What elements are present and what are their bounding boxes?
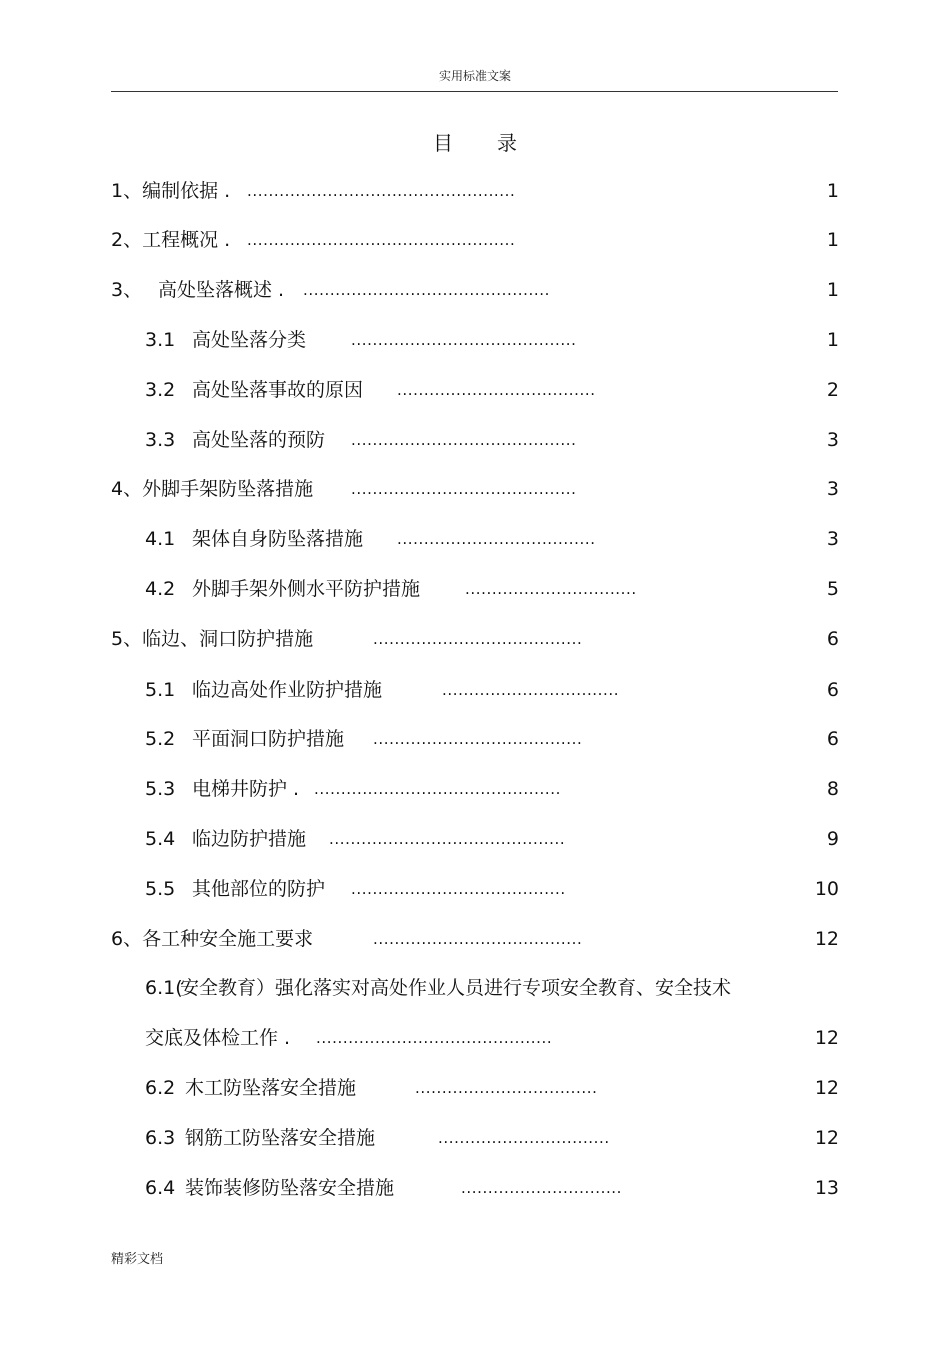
toc-entry-label bbox=[145, 675, 382, 705]
toc-entry-label bbox=[145, 1123, 375, 1153]
toc-entry[interactable] bbox=[0, 1023, 950, 1053]
toc-entry-text: 高处坠落分类 bbox=[192, 329, 307, 351]
toc-entry[interactable] bbox=[0, 824, 950, 854]
toc-page-number: 5 bbox=[826, 578, 839, 600]
toc-entry-label bbox=[111, 176, 230, 206]
toc-entry-text: 编制依据 . bbox=[142, 180, 231, 202]
toc-dot-leader: .................................. bbox=[415, 1079, 598, 1097]
toc-entry-label bbox=[111, 225, 230, 255]
toc-entry-number: 3.2 bbox=[145, 379, 176, 401]
toc-entry-text: 平面洞口防护措施 bbox=[192, 728, 345, 750]
toc-entry-text: 钢筋工防坠落安全措施 bbox=[185, 1127, 376, 1149]
toc-page-number: 3 bbox=[826, 478, 839, 500]
toc-dot-leader: ............................................ bbox=[329, 830, 566, 848]
toc-entry[interactable] bbox=[0, 675, 950, 705]
toc-page-number: 1 bbox=[826, 229, 839, 251]
toc-page-number: 1 bbox=[826, 180, 839, 202]
toc-dot-leader: ....................................... bbox=[373, 730, 583, 748]
toc-entry-label bbox=[145, 325, 306, 355]
toc-entry-text: 工程概况 . bbox=[142, 229, 231, 251]
toc-entry-number: 5.2 bbox=[145, 728, 176, 750]
toc-entry-text: 电梯井防护 . bbox=[192, 778, 300, 800]
toc-dot-leader: ........................................ bbox=[351, 880, 566, 898]
toc-entry-text: 交底及体检工作 . bbox=[145, 1027, 291, 1049]
toc-entry-text: 临边防护措施 bbox=[192, 828, 307, 850]
toc-entry-text: 各工种安全施工要求 bbox=[142, 928, 314, 950]
toc-entry-text: 架体自身防坠落措施 bbox=[192, 528, 364, 550]
toc-dot-leader: ..................................... bbox=[397, 381, 596, 399]
toc-dot-leader: ................................. bbox=[442, 681, 620, 699]
toc-dot-leader: .......................................... bbox=[351, 480, 577, 498]
toc-entry-number: 6.1( bbox=[145, 977, 183, 999]
toc-page-number: 12 bbox=[814, 928, 839, 950]
toc-entry[interactable] bbox=[0, 924, 950, 954]
toc-entry-text: 高处坠落事故的原因 bbox=[192, 379, 364, 401]
toc-page-number: 6 bbox=[826, 628, 839, 650]
toc-entry-text: 装饰装修防坠落安全措施 bbox=[185, 1177, 395, 1199]
toc-entry[interactable] bbox=[0, 425, 950, 455]
toc-dot-leader: ..................................... bbox=[397, 530, 596, 548]
toc-entry-label bbox=[145, 973, 731, 1003]
header-divider bbox=[111, 91, 838, 92]
toc-entry-label bbox=[145, 1173, 394, 1203]
toc-entry-label bbox=[111, 474, 313, 504]
toc-page-number: 12 bbox=[814, 1077, 839, 1099]
toc-page-number: 1 bbox=[826, 329, 839, 351]
toc-entry-label bbox=[145, 824, 306, 854]
toc-page-number: 13 bbox=[814, 1177, 839, 1199]
toc-entry-text: 外脚手架防坠落措施 bbox=[142, 478, 314, 500]
toc-entry[interactable] bbox=[0, 225, 950, 255]
toc-title bbox=[0, 127, 950, 156]
toc-entry-label bbox=[145, 724, 344, 754]
toc-entry-number: 1、 bbox=[111, 180, 143, 202]
toc-dot-leader: ....................................... bbox=[373, 930, 583, 948]
toc-entry-number: 5.3 bbox=[145, 778, 176, 800]
toc-entry[interactable] bbox=[0, 973, 950, 1003]
toc-entry-label bbox=[111, 275, 284, 305]
toc-entry[interactable] bbox=[0, 474, 950, 504]
toc-entry[interactable] bbox=[0, 1173, 950, 1203]
toc-entry-number: 3、 bbox=[111, 279, 143, 301]
toc-page-number: 2 bbox=[826, 379, 839, 401]
toc-dot-leader: .............................. bbox=[461, 1179, 623, 1197]
toc-entry-label bbox=[145, 425, 325, 455]
toc-page-number: 12 bbox=[814, 1027, 839, 1049]
toc-entry[interactable] bbox=[0, 375, 950, 405]
toc-entry-number: 3.1 bbox=[145, 329, 176, 351]
toc-entry-number: 6.4 bbox=[145, 1177, 176, 1199]
toc-dot-leader: .................................................. bbox=[247, 231, 516, 249]
toc-entry-label bbox=[145, 1073, 356, 1103]
toc-entry-text: 临边高处作业防护措施 bbox=[192, 679, 383, 701]
toc-entry-text: 高处坠落概述 . bbox=[158, 279, 285, 301]
toc-entry[interactable] bbox=[0, 524, 950, 554]
toc-entry-label bbox=[111, 624, 313, 654]
toc-entry[interactable] bbox=[0, 874, 950, 904]
toc-entry-number: 6.2 bbox=[145, 1077, 176, 1099]
toc-page-number: 6 bbox=[826, 679, 839, 701]
toc-dot-leader: .......................................... bbox=[351, 331, 577, 349]
toc-page-number: 3 bbox=[826, 429, 839, 451]
toc-dot-leader: ................................ bbox=[465, 580, 637, 598]
toc-entry[interactable] bbox=[0, 624, 950, 654]
page-footer: 精彩文档 bbox=[111, 1252, 164, 1267]
toc-page-number: 12 bbox=[814, 1127, 839, 1149]
page-header-title: 实用标准文案 bbox=[438, 69, 511, 83]
toc-entry-number: 5.4 bbox=[145, 828, 176, 850]
toc-page-number: 3 bbox=[826, 528, 839, 550]
toc-entry-number: 5、 bbox=[111, 628, 143, 650]
toc-entry[interactable] bbox=[0, 176, 950, 206]
toc-entry-label bbox=[145, 574, 420, 604]
toc-entry-text: 安全教育）强化落实对高处作业人员进行专项安全教育、安全技术 bbox=[180, 977, 732, 999]
toc-entry[interactable] bbox=[0, 275, 950, 305]
toc-page-number: 1 bbox=[826, 279, 839, 301]
toc-entry-label bbox=[145, 1023, 290, 1053]
toc-entry-text: 木工防坠落安全措施 bbox=[185, 1077, 357, 1099]
toc-entry-text: 其他部位的防护 bbox=[192, 878, 326, 900]
toc-entry-label bbox=[145, 874, 325, 904]
toc-entry[interactable] bbox=[0, 774, 950, 804]
toc-entry-number: 2、 bbox=[111, 229, 143, 251]
toc-entry-label bbox=[145, 375, 363, 405]
toc-entry-number: 6.3 bbox=[145, 1127, 176, 1149]
toc-entry-label bbox=[145, 524, 363, 554]
toc-entry-number: 4.1 bbox=[145, 528, 176, 550]
toc-entry-number: 6、 bbox=[111, 928, 143, 950]
toc-entry-text: 高处坠落的预防 bbox=[192, 429, 326, 451]
toc-title-right: 录 bbox=[497, 131, 517, 155]
toc-page-number: 10 bbox=[814, 878, 839, 900]
toc-page-number: 6 bbox=[826, 728, 839, 750]
toc-dot-leader: ................................ bbox=[438, 1129, 610, 1147]
toc-page-number: 9 bbox=[826, 828, 839, 850]
toc-entry[interactable] bbox=[0, 724, 950, 754]
toc-dot-leader: ............................................ bbox=[316, 1029, 553, 1047]
toc-dot-leader: ....................................... bbox=[373, 630, 583, 648]
toc-entry-label bbox=[111, 924, 313, 954]
toc-dot-leader: .............................................. bbox=[314, 780, 561, 798]
toc-entry-label bbox=[145, 774, 299, 804]
toc-dot-leader: .................................................. bbox=[247, 182, 516, 200]
toc-dot-leader: .............................................. bbox=[303, 281, 550, 299]
toc-entry[interactable] bbox=[0, 574, 950, 604]
toc-title-left: 目 bbox=[433, 131, 453, 155]
toc-entry-number: 4、 bbox=[111, 478, 143, 500]
toc-entry-text: 外脚手架外侧水平防护措施 bbox=[192, 578, 421, 600]
toc-entry-number: 4.2 bbox=[145, 578, 176, 600]
toc-entry-number: 5.5 bbox=[145, 878, 176, 900]
toc-entry-number: 5.1 bbox=[145, 679, 176, 701]
toc-dot-leader: .......................................... bbox=[351, 431, 577, 449]
toc-entry[interactable] bbox=[0, 325, 950, 355]
toc-entry-text: 临边、洞口防护措施 bbox=[142, 628, 314, 650]
toc-entry-number: 3.3 bbox=[145, 429, 176, 451]
toc-entry[interactable] bbox=[0, 1073, 950, 1103]
toc-page-number: 8 bbox=[826, 778, 839, 800]
toc-entry[interactable] bbox=[0, 1123, 950, 1153]
